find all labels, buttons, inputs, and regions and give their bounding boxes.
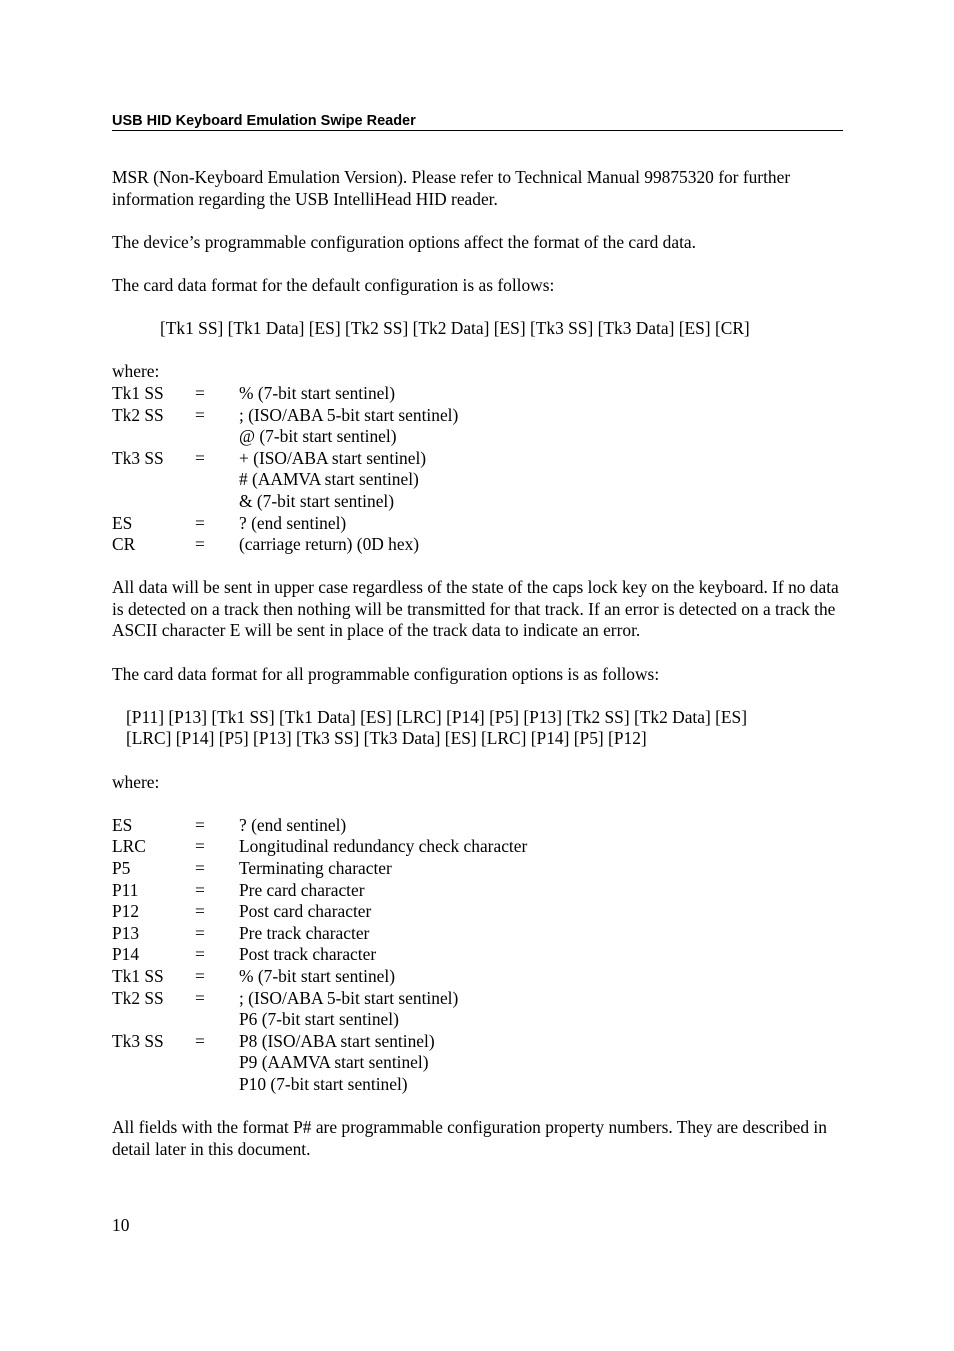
property-numbers-paragraph: All fields with the format P# are programmable configuration property numbers. They are described in detail later in this document. (112, 1117, 827, 1159)
definition-equals (195, 1052, 239, 1074)
definition-term: ES (112, 814, 133, 835)
definition-row (112, 815, 847, 837)
definition-term: Tk1 SS (112, 382, 164, 403)
definition-row (112, 901, 847, 923)
definition-equals (195, 491, 239, 513)
definition-equals: = (195, 404, 205, 425)
definition-equals: = (195, 534, 205, 555)
config-options-paragraph: The device’s programmable configuration options affect the format of the card data. (112, 231, 696, 252)
definition-term: Tk3 SS (112, 447, 164, 468)
definition-row (112, 1074, 847, 1096)
definition-equals (195, 426, 239, 448)
definition-description: Post track character (239, 944, 377, 965)
definition-description: P10 (7-bit start sentinel) (239, 1073, 408, 1094)
definition-row (112, 858, 847, 880)
definition-term (112, 491, 195, 513)
intro-paragraph: MSR (Non-Keyboard Emulation Version). Please refer to Technical Manual 99875320 for further information regarding the USB IntelliHead HID reader. (112, 167, 791, 209)
definition-equals: = (195, 382, 205, 403)
definition-row (112, 1031, 847, 1053)
definition-term (112, 426, 195, 448)
definition-list-full (112, 815, 847, 1096)
definition-term: ES (112, 512, 133, 533)
definition-row (112, 966, 847, 988)
definition-equals: = (195, 922, 205, 943)
definition-list-default (112, 383, 847, 556)
definition-equals (195, 1009, 239, 1031)
page-number: 10 (112, 1215, 130, 1235)
definition-equals (195, 469, 239, 491)
definition-row (112, 988, 847, 1010)
definition-term: P14 (112, 944, 140, 965)
definition-description: ? (end sentinel) (239, 814, 347, 835)
full-format-line-1: [P11] [P13] [Tk1 SS] [Tk1 Data] [ES] [LRC] [P14] [P5] [P13] [Tk2 SS] [Tk2 Data] [ES] (126, 706, 747, 727)
definition-term: P13 (112, 922, 140, 943)
definition-term (112, 1009, 195, 1031)
definition-term: P12 (112, 901, 140, 922)
definition-row (112, 383, 847, 405)
definition-description: P6 (7-bit start sentinel) (239, 1009, 399, 1030)
definition-description: # (AAMVA start sentinel) (239, 469, 419, 490)
definition-equals: = (195, 836, 205, 857)
default-format-string: [Tk1 SS] [Tk1 Data] [ES] [Tk2 SS] [Tk2 Data] [ES] [Tk3 SS] [Tk3 Data] [ES] [CR] (160, 318, 750, 339)
where-label-1: where: (112, 361, 160, 382)
definition-term: P11 (112, 879, 139, 900)
definition-term: Tk2 SS (112, 987, 164, 1008)
definition-description: ; (ISO/ABA 5-bit start sentinel) (239, 987, 459, 1008)
definition-equals: = (195, 814, 205, 835)
definition-equals: = (195, 987, 205, 1008)
definition-description: P8 (ISO/ABA start sentinel) (239, 1030, 435, 1051)
definition-term (112, 1052, 195, 1074)
definition-equals: = (195, 858, 205, 878)
definition-term (112, 1074, 195, 1096)
definition-term: P5 (112, 858, 131, 878)
default-format-intro: The card data format for the default configuration is as follows: (112, 274, 555, 295)
definition-row (112, 448, 847, 470)
definition-description: Post card character (239, 901, 372, 922)
definition-equals: = (195, 944, 205, 965)
definition-equals: = (195, 901, 205, 922)
definition-row (112, 1052, 847, 1074)
definition-description: ? (end sentinel) (239, 512, 347, 533)
full-format-line-2: [LRC] [P14] [P5] [P13] [Tk3 SS] [Tk3 Data] [ES] [LRC] [P14] [P5] [P12] (126, 728, 647, 749)
definition-equals: = (195, 512, 205, 533)
definition-description: % (7-bit start sentinel) (239, 382, 395, 403)
definition-description: Pre card character (239, 879, 365, 900)
definition-term: Tk2 SS (112, 404, 164, 425)
uppercase-paragraph: All data will be sent in upper case regardless of the state of the caps lock key on the keyboard. If no data is detected on a track then nothing will be transmitted for that track. If an error is detected on a track the ASCII character E will be sent in place of the track data to indicate an error. (112, 577, 839, 641)
page-header-title: USB HID Keyboard Emulation Swipe Reader (112, 113, 843, 131)
definition-description: Terminating character (239, 858, 392, 878)
definition-equals (195, 1074, 239, 1096)
definition-description: Pre track character (239, 922, 370, 943)
definition-row (112, 426, 847, 448)
definition-description: + (ISO/ABA start sentinel) (239, 447, 427, 468)
definition-row (112, 1009, 847, 1031)
full-format-string (112, 707, 847, 750)
definition-term: Tk3 SS (112, 1030, 164, 1051)
definition-row (112, 944, 847, 966)
where-label-2: where: (112, 771, 160, 792)
definition-term: CR (112, 534, 136, 555)
definition-equals: = (195, 965, 205, 986)
document-body (112, 167, 847, 1182)
definition-term: Tk1 SS (112, 965, 164, 986)
definition-row (112, 405, 847, 427)
definition-description: P9 (AAMVA start sentinel) (239, 1052, 429, 1073)
definition-term: LRC (112, 836, 146, 857)
definition-equals: = (195, 879, 205, 900)
definition-description: (carriage return) (0D hex) (239, 534, 420, 555)
definition-description: & (7-bit start sentinel) (239, 490, 395, 511)
definition-description: @ (7-bit start sentinel) (239, 426, 397, 447)
definition-row (112, 491, 847, 513)
definition-description: Longitudinal redundancy check character (239, 836, 528, 857)
definition-row (112, 469, 847, 491)
definition-row (112, 880, 847, 902)
definition-description: % (7-bit start sentinel) (239, 965, 395, 986)
definition-row (112, 513, 847, 535)
definition-row (112, 836, 847, 858)
definition-equals: = (195, 1030, 205, 1051)
full-format-intro: The card data format for all programmable configuration options is as follows: (112, 663, 660, 684)
definition-description: ; (ISO/ABA 5-bit start sentinel) (239, 404, 459, 425)
definition-row (112, 923, 847, 945)
definition-equals: = (195, 447, 205, 468)
definition-term (112, 469, 195, 491)
definition-row (112, 534, 847, 556)
